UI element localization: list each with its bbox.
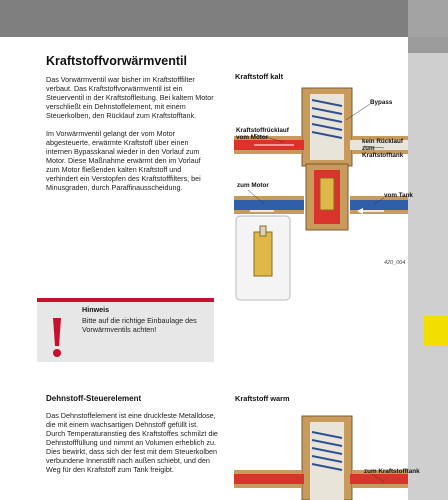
label-from-tank: vom Tank	[384, 192, 413, 199]
label-bypass: Bypass	[370, 99, 393, 106]
header-corner	[408, 0, 448, 37]
figure-warm-title: Kraftstoff warm	[235, 394, 290, 403]
valve-diagram-cold	[234, 86, 408, 301]
chapter-tab[interactable]	[424, 316, 448, 346]
header-bar-dark	[0, 0, 408, 37]
label-to-engine: zum Motor	[237, 182, 269, 189]
label-return-from-engine: Kraftstoffrücklauf vom Motor	[236, 127, 289, 141]
label-no-return: kein Rücklauf zum Kraftstofftank	[362, 138, 404, 159]
note-text: Bitte auf die richtige Einbaulage des Vorwärmventils achten!	[82, 316, 197, 334]
section-text: Das Dehnstoffelement ist eine druckfeste Metalldose, die mit einem wachsartigen Dehnstoff gefüllt ist. Durch Temperaturanstieg des Kraftstoffes schmilzt die Dehnstofffüllung und nimmt an Volumen erheblich zu. Dies bewirkt, dass sich der fest mit dem Steuerkolben verbundene Innenstift nach außen schiebt, und den Weg für den Kraftstoff zum Tank freigibt.	[46, 411, 218, 474]
figure-number: 420_004	[384, 260, 406, 266]
intro-paragraph-1: Das Vorwärmventil war bisher im Kraftstofffilter verbaut. Das Kraftstoffvorwärmventil ist ein Steuerventil in der Kraftstoffleitung. Bei kaltem Motor verschließt ein Dehnstoffelement, mit einem Steuerkolben, den Rücklauf zum Kraftstofftank.	[46, 75, 214, 120]
exclamation-icon	[50, 318, 64, 358]
intro-paragraph-2: Im Vorwärmventil gelangt der vom Motor abgesteuerte, erwärmte Kraftstoff über einen internen Bypasskanal wieder in den Vorlauf zum Motor. Diese Maßnahme erwärmt den im Vorlauf zum Motor fließenden kalten Kraftstoff und verhindert ein Verstopfen des Kraftstofffilters, bei Minusgraden, durch Paraffinausscheidung.	[46, 129, 201, 192]
note-title: Hinweis	[82, 305, 110, 314]
page-title: Kraftstoffvorwärmventil	[46, 54, 187, 68]
intro-text	[46, 75, 214, 201]
figure-cold-title: Kraftstoff kalt	[235, 72, 284, 81]
right-margin-top	[408, 37, 448, 53]
right-margin-column	[408, 37, 448, 500]
valve-diagram-warm	[234, 414, 408, 500]
section-title: Dehnstoff-Steuerelement	[46, 394, 142, 403]
label-to-tank: zum Kraftstofftank	[364, 468, 420, 475]
